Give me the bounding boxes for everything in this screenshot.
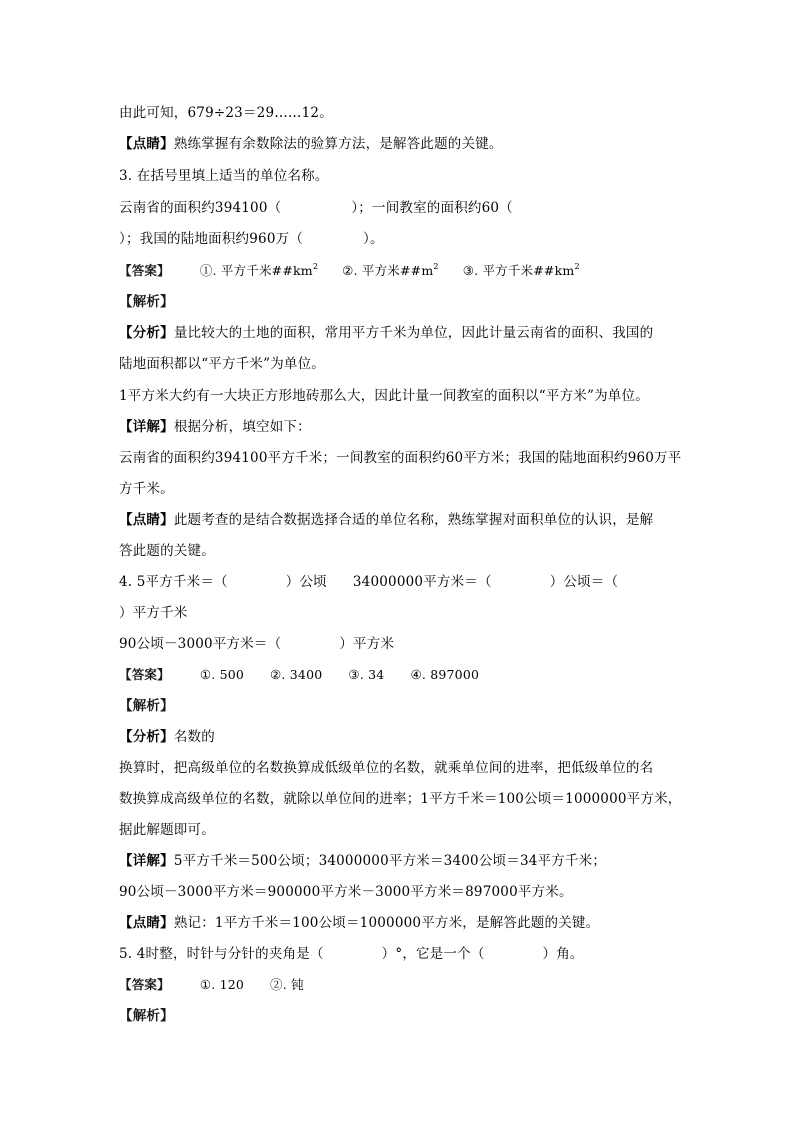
paragraph-text: ）；我国的陆地面积约960万（ xyxy=(119,231,304,247)
answer-item: ③. 34 xyxy=(348,667,385,682)
superscript: 2 xyxy=(433,262,439,271)
paragraph-text: 90公顷－3000平方米＝900000平方米－3000平方米＝897000平方米。 xyxy=(119,884,573,900)
answer-item: ②. 3400 xyxy=(270,667,323,682)
paragraph-text: 5平方千米＝500公顷；34000000平方米＝3400公顷＝34平方千米； xyxy=(173,853,607,869)
text-line xyxy=(119,789,681,809)
text-line xyxy=(119,229,384,249)
paragraph-text: 3. 在括号里填上适当的单位名称。 xyxy=(119,168,329,184)
question-title xyxy=(119,166,329,186)
question-title xyxy=(119,572,618,592)
text-line xyxy=(119,913,599,933)
paragraph-text: ）公顷＝（ xyxy=(549,574,619,590)
paragraph-text: ）平方米 xyxy=(339,636,395,652)
section-tag: 【详解】 xyxy=(119,853,174,869)
text-line xyxy=(119,510,653,530)
answer-tag: 【答案】 xyxy=(119,977,170,992)
section-tag: 【分析】 xyxy=(119,729,174,745)
section-tag: 【详解】 xyxy=(119,419,174,435)
paragraph-text: ）平方千米 xyxy=(119,605,188,621)
paragraph-text: 据此解题即可。 xyxy=(119,822,215,838)
paragraph-text: 答此题的关键。 xyxy=(119,543,215,559)
text-line xyxy=(119,386,649,406)
section-tag: 【点睛】 xyxy=(119,136,174,152)
paragraph-text: ）公顷 xyxy=(285,574,327,590)
text-line xyxy=(119,323,653,343)
paragraph-text: 根据分析，填空如下： xyxy=(173,419,311,435)
paragraph-text: 此题考查的是结合数据选择合适的单位名称，熟练掌握对面积单位的认识，是解 xyxy=(173,512,654,528)
paragraph-text: ）°，它是一个（ xyxy=(381,946,485,962)
answer-tag: 【答案】 xyxy=(119,667,170,682)
text-line xyxy=(119,479,174,499)
superscript: 2 xyxy=(574,262,580,271)
paragraph-text: 熟练掌握有余数除法的验算方法，是解答此题的关键。 xyxy=(173,136,503,152)
paragraph-text: 4. 5平方千米＝（ xyxy=(119,574,228,590)
paragraph-text: 熟记：1平方千米＝100公顷＝1000000平方米，是解答此题的关键。 xyxy=(173,915,600,931)
text-line xyxy=(119,851,606,871)
answer-item: ①. 平方千米##km xyxy=(199,263,313,278)
section-tag: 【点睛】 xyxy=(119,915,174,931)
text-line xyxy=(119,696,174,716)
paragraph-text: 1平方米大约有一大块正方形地砖那么大，因此计量一间教室的面积以“平方米”为单位。 xyxy=(119,388,649,404)
text-line xyxy=(119,820,215,840)
paragraph-text: ）；一间教室的面积约60（ xyxy=(351,200,513,216)
section-tag: 【解析】 xyxy=(119,1008,174,1024)
text-line xyxy=(119,882,573,902)
section-tag: 【解析】 xyxy=(119,698,174,714)
text-line xyxy=(119,727,215,747)
answer-item: ①. 120 xyxy=(199,977,245,992)
paragraph-text: 5. 4时整，时针与分针的夹角是（ xyxy=(119,946,324,962)
text-line xyxy=(119,292,174,312)
text-line xyxy=(119,354,325,374)
paragraph-text: 云南省的面积约394100平方千米；一间教室的面积约60平方米；我国的陆地面积约960万平 xyxy=(119,450,682,466)
paragraph-text: 数换算成高级单位的名数，就除以单位间的进率；1平方千米＝100公顷＝1000000平方米， xyxy=(119,791,682,807)
paragraph-text: 90公顷－3000平方米＝（ xyxy=(119,636,282,652)
text-line xyxy=(119,417,311,437)
section-tag: 【分析】 xyxy=(119,325,174,341)
paragraph-text: ）。 xyxy=(363,231,384,247)
answer-tag: 【答案】 xyxy=(119,263,170,278)
answer-item: ④. 897000 xyxy=(410,667,480,682)
question-title xyxy=(119,944,584,964)
paragraph-text: 名数的 xyxy=(173,729,215,745)
answer-line xyxy=(119,261,580,281)
answer-item: ①. 500 xyxy=(199,667,245,682)
paragraph-text: 云南省的面积约394100（ xyxy=(119,200,282,216)
paragraph-text: 陆地面积都以“平方千米”为单位。 xyxy=(119,356,326,372)
text-line xyxy=(119,103,333,123)
text-line xyxy=(119,448,681,468)
answer-item: ②. 平方米##m xyxy=(342,263,434,278)
paragraph-text: 方千米。 xyxy=(119,481,174,497)
text-line xyxy=(119,1006,174,1026)
paragraph-text: 34000000平方米＝（ xyxy=(352,574,492,590)
section-tag: 【解析】 xyxy=(119,294,174,310)
text-line xyxy=(119,603,188,623)
paragraph-text: ）角。 xyxy=(542,946,584,962)
superscript: 2 xyxy=(312,262,319,271)
paragraph-text: 量比较大的土地的面积，常用平方千米为单位，因此计量云南省的面积、我国的 xyxy=(173,325,654,341)
paragraph-text: 由此可知，679÷23＝29……12。 xyxy=(119,105,333,121)
text-line xyxy=(119,198,513,218)
text-line xyxy=(119,758,653,778)
text-line xyxy=(119,541,215,561)
answer-item: ②. 钝 xyxy=(270,977,304,992)
answer-line xyxy=(119,975,304,995)
answer-item: ③. 平方千米##km xyxy=(462,263,575,278)
section-tag: 【点睛】 xyxy=(119,512,174,528)
text-line xyxy=(119,134,503,154)
text-line xyxy=(119,634,394,654)
answer-line xyxy=(119,665,479,685)
paragraph-text: 换算时，把高级单位的名数换算成低级单位的名数，就乘单位间的进率，把低级单位的名 xyxy=(119,760,654,776)
